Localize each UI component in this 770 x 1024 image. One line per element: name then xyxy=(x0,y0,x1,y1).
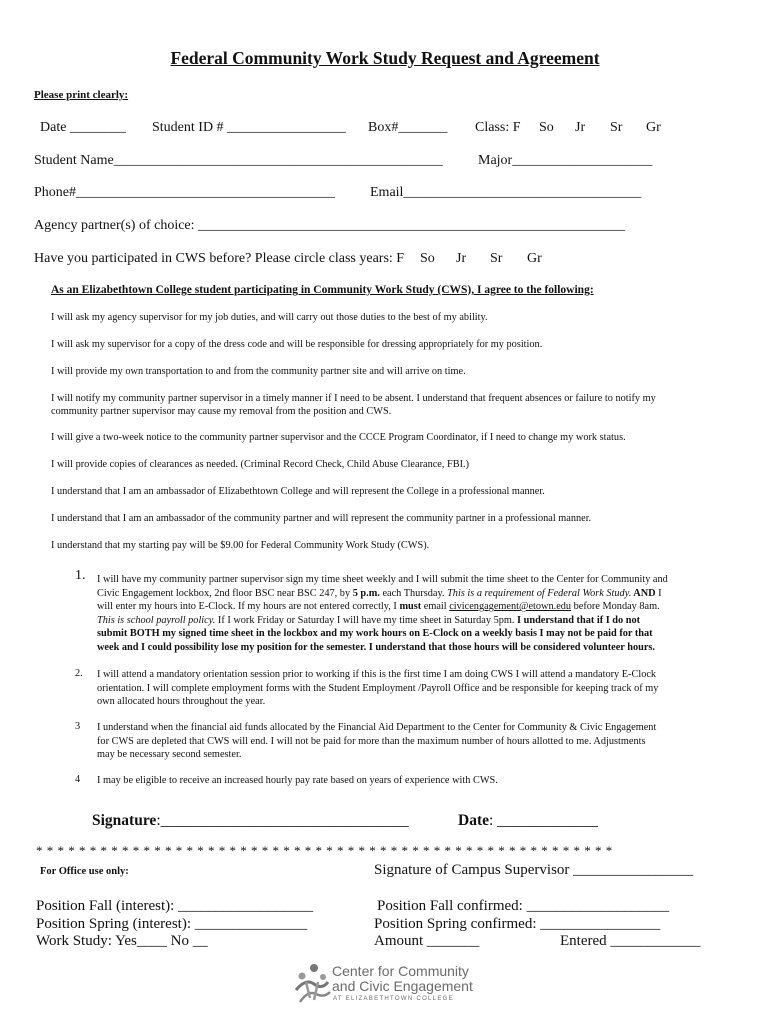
email-field[interactable]: Email__________________________________ xyxy=(370,185,642,200)
years-option-sr[interactable]: Sr xyxy=(490,251,503,266)
class-label: Class: F xyxy=(475,120,521,135)
item-3-line-2: for CWS are depleted that CWS will end. I will not be paid for more than the maximum number of hours allotted to me. Adjustments xyxy=(97,735,646,747)
phone-field[interactable]: Phone#_____________________________________ xyxy=(34,185,335,200)
statement-starting-pay: I understand that my starting pay will be $9.00 for Federal Community Work Study (CWS). xyxy=(51,540,430,551)
item-1-line-5: submit BOTH my signed time sheet in the lockbox and my work hours on E-Clock on a weekly basis I may not be paid for that xyxy=(97,628,653,640)
item-1-and: AND xyxy=(631,587,656,599)
item-1-requirement: This is a requirement of Federal Work Study. xyxy=(447,587,632,599)
statement-job-duties: I will ask my agency supervisor for my job duties, and will carry out those duties to the best of my ability. xyxy=(51,312,488,323)
statement-absence: I will notify my community partner supervisor in a timely manner if I need to be absent. I understand that frequent absences or failure to notify my xyxy=(51,393,656,404)
item-1-payroll-policy: This is school payroll policy. xyxy=(97,614,216,626)
item-4-line-1: I may be eligible to receive an increased hourly pay rate based on years of experience with CWS. xyxy=(97,775,498,786)
item-1-line-2 xyxy=(97,587,668,601)
entered-field[interactable]: Entered ____________ xyxy=(560,933,701,949)
ccce-logo-line-3: AT ELIZABETHTOWN COLLEGE xyxy=(333,996,454,1002)
agency-partner-field[interactable]: Agency partner(s) of choice: _____________________________________________________________ xyxy=(34,218,626,233)
item-2-number: 2. xyxy=(75,668,83,679)
item-1-text-part: will enter my hours into E-Clock. If my hours are not entered correctly, I xyxy=(97,601,400,613)
item-3-text xyxy=(97,721,656,762)
item-1-must: must xyxy=(399,601,422,613)
item-3-number: 3 xyxy=(75,721,81,732)
statement-absence-cont: community partner supervisor may cause my removal from the position and CWS. xyxy=(51,406,392,417)
box-field[interactable]: Box#_______ xyxy=(368,120,448,135)
ccce-logo-icon xyxy=(292,962,332,1006)
class-option-jr[interactable]: Jr xyxy=(575,120,586,135)
item-1-text-part: I xyxy=(655,587,662,599)
item-1-text-part: email xyxy=(421,601,450,613)
signature-line[interactable]: :________________________________ xyxy=(156,812,409,829)
item-1-bold-part: I understand that if I do not xyxy=(517,614,641,626)
years-option-so[interactable]: So xyxy=(420,251,435,266)
campus-supervisor-signature-field[interactable]: Signature of Campus Supervisor ________________ xyxy=(374,862,694,878)
form-title: Federal Community Work Study Request and Agreement xyxy=(170,48,600,68)
student-signature-field[interactable] xyxy=(92,812,409,830)
item-1-line-4 xyxy=(97,614,668,628)
item-4-number: 4 xyxy=(75,774,81,785)
divider-stars: * * * * * * * * * * * * * * * * * * * * * * * * * * * * * * * * * * * * * * * * * * * * * * * * * * * * * * xyxy=(36,843,613,858)
item-1-text-part: each Thursday. xyxy=(379,587,448,599)
ccce-logo-line-1: Center for Community xyxy=(332,963,469,979)
item-1-text-part: Civic Engagement lockbox, 2nd floor BSC near BSC 247, by xyxy=(97,587,353,599)
item-2-line-3: own allocated hours throughout the year. xyxy=(97,696,266,708)
item-2-line-1: I will attend a mandatory orientation session prior to working if this is the first time I am doing CWS I will attend a mandatory E-Clock xyxy=(97,669,657,680)
years-option-jr[interactable]: Jr xyxy=(456,251,467,266)
item-2-line-2: orientation. I will complete employment forms with the Student Employment /Payroll Office and be responsible for keeping track of my xyxy=(97,682,659,694)
ccce-logo-line-2: and Civic Engagement xyxy=(332,978,473,994)
student-name-field[interactable]: Student Name_______________________________________________ xyxy=(34,153,443,168)
position-fall-interest-field[interactable]: Position Fall (interest): __________________ xyxy=(36,898,314,914)
item-1-text-part: If I work Friday or Saturday I will have my time sheet in Saturday 5pm. xyxy=(215,614,518,626)
item-1-line-6: week and I could possibility lose my position for the semester. I understand that those hours will be considered volunteer hours. xyxy=(97,641,655,653)
major-field[interactable]: Major____________________ xyxy=(478,153,653,168)
item-2-text xyxy=(97,668,658,709)
statement-dress-code: I will ask my supervisor for a copy of the dress code and will be responsible for dressing appropriately for my position. xyxy=(51,339,543,350)
statement-ambassador-partner: I understand that I am an ambassador of the community partner and will represent the community partner in a professional manner. xyxy=(51,513,592,524)
item-1-line-3 xyxy=(97,600,668,614)
item-3-line-1: I understand when the financial aid funds allocated by the Financial Aid Department to the Center for Community & Civic Engagement xyxy=(97,722,657,733)
print-clearly-note: Please print clearly: xyxy=(34,89,129,101)
item-3-line-3: may be necessary second semester. xyxy=(97,749,242,761)
position-fall-confirmed-field[interactable]: Position Fall confirmed: ___________________ xyxy=(377,898,670,914)
item-4-text xyxy=(97,774,498,788)
office-use-label: For Office use only: xyxy=(40,866,129,877)
date-field[interactable]: Date ________ xyxy=(40,120,126,135)
civic-engagement-email-link[interactable]: civicengagement@etown.edu xyxy=(449,601,572,613)
signature-date-line[interactable]: : _____________ xyxy=(489,812,598,829)
position-spring-interest-field[interactable]: Position Spring (interest): _______________ xyxy=(36,916,308,932)
class-option-sr[interactable]: Sr xyxy=(610,120,623,135)
amount-field[interactable]: Amount _______ xyxy=(374,933,480,949)
years-option-gr[interactable]: Gr xyxy=(527,251,542,266)
statement-clearances: I will provide copies of clearances as needed. (Criminal Record Check, Child Abuse Clearance, FBI.) xyxy=(51,459,470,470)
item-1-text xyxy=(97,573,668,655)
item-1-line-1: I will have my community partner supervisor sign my time sheet weekly and I will submit the time sheet to the Center for Community and xyxy=(97,574,668,585)
signature-date-label: Date xyxy=(458,812,489,829)
agreement-heading: As an Elizabethtown College student participating in Community Work Study (CWS), I agree to the following: xyxy=(51,284,594,296)
item-1-text-part: before Monday 8am. xyxy=(571,601,660,613)
work-study-field[interactable]: Work Study: Yes____ No __ xyxy=(36,933,208,949)
position-spring-confirmed-field[interactable]: Position Spring confirmed: ________________ xyxy=(374,916,661,932)
item-1-number: 1. xyxy=(75,568,86,583)
class-option-gr[interactable]: Gr xyxy=(646,120,661,135)
statement-ambassador-college: I understand that I am an ambassador of Elizabethtown College and will represent the College in a professional manner. xyxy=(51,486,545,497)
statement-transportation: I will provide my own transportation to and from the community partner site and will arrive on time. xyxy=(51,366,466,377)
statement-notice: I will give a two-week notice to the community partner supervisor and the CCCE Program Coordinator, if I need to change my work status. xyxy=(51,432,626,443)
student-id-field[interactable]: Student ID # _________________ xyxy=(152,120,347,135)
class-option-so[interactable]: So xyxy=(539,120,554,135)
participated-question: Have you participated in CWS before? Please circle class years: F xyxy=(34,251,405,266)
item-1-deadline: 5 p.m. xyxy=(352,587,380,599)
signature-label: Signature xyxy=(92,812,157,829)
signature-date-field[interactable] xyxy=(458,812,598,830)
